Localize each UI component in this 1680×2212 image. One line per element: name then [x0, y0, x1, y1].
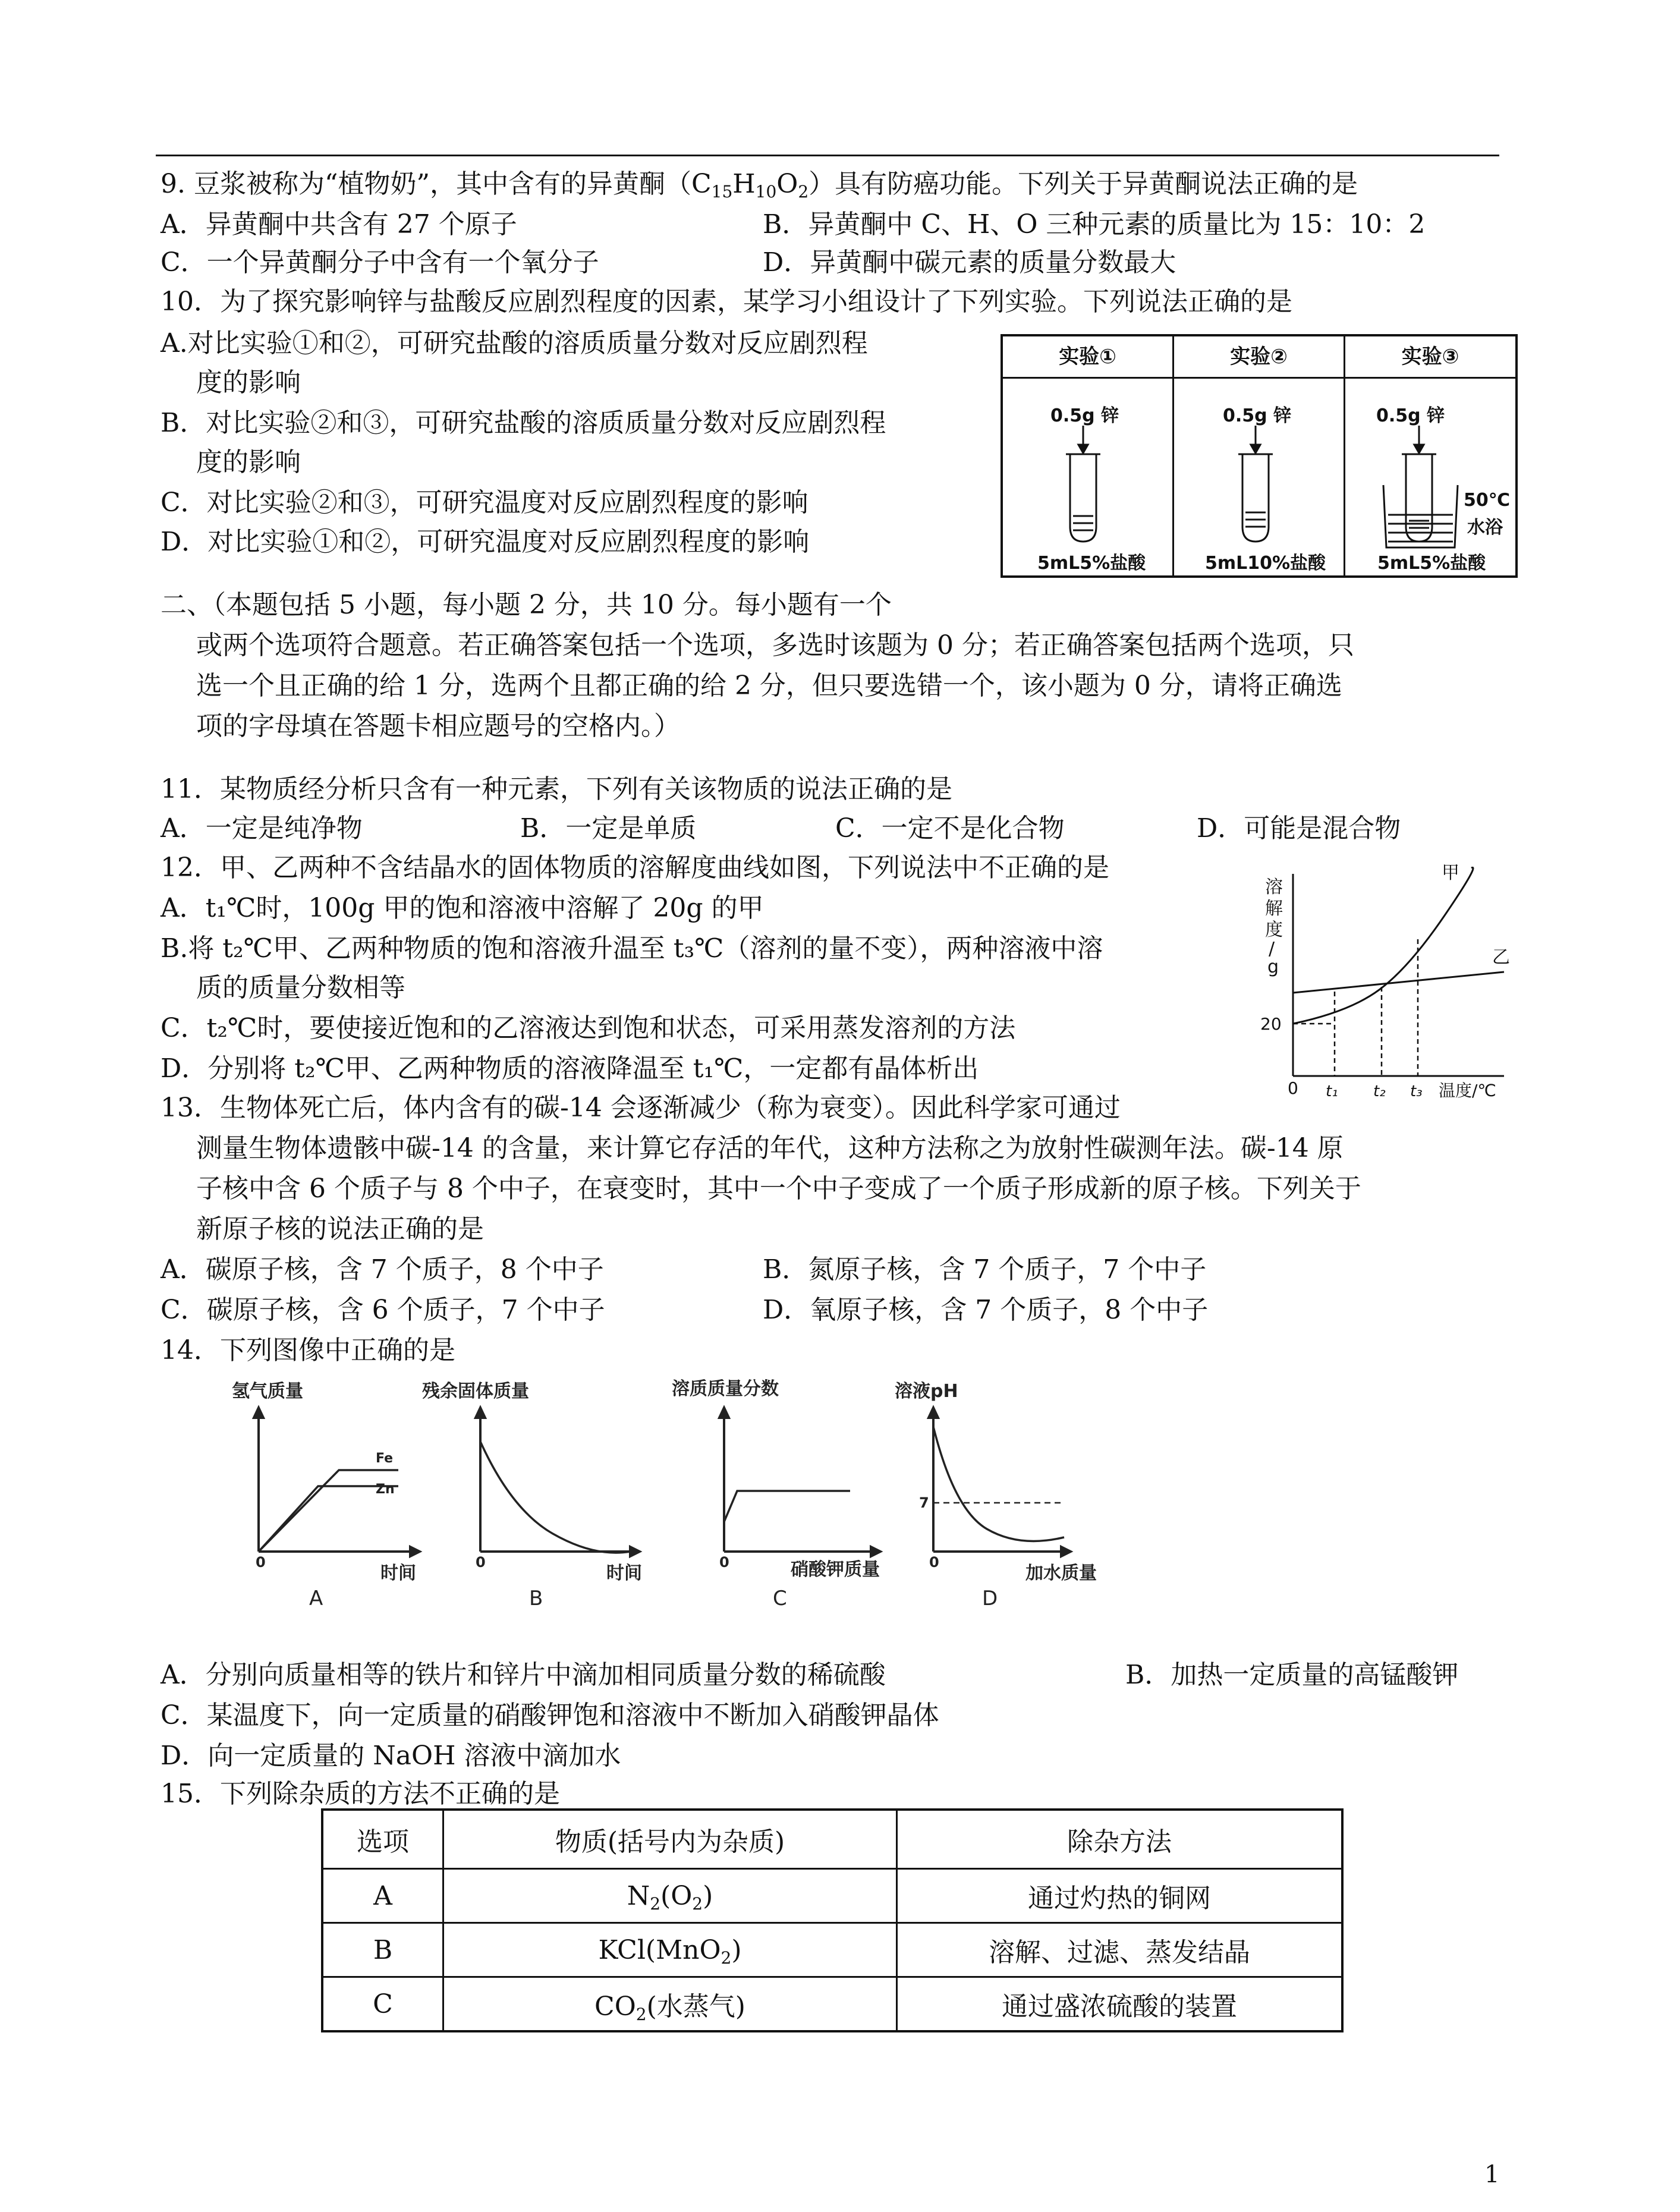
y-tick-20: 20 [1260, 1014, 1282, 1034]
graph-c-xlabel: 硝酸钾质量 [791, 1559, 880, 1580]
solubility-curve-graph [1260, 856, 1510, 1118]
graph-d-xlabel: 加水质量 [1025, 1563, 1097, 1584]
q15-row-c-method: 通过盛浓硫酸的装置 [897, 1977, 1343, 2032]
t3-label: t₃ [1410, 1083, 1423, 1100]
q10-option-b-cont: 度的影响 [196, 447, 301, 477]
q15-row-a-option: A [322, 1869, 443, 1923]
graph-b-origin: 0 [476, 1554, 486, 1571]
q13-stem-4: 新原子核的说法正确的是 [196, 1214, 484, 1244]
q9-stem: 9. 豆浆被称为“植物奶”，其中含有的异黄酮$(C_{15}H_{10}O_2)$具有防癌功能。下列关于异黄酮说法正确的是 [161, 169, 1358, 202]
acid-label-3: 5mL5%盐酸 [1377, 553, 1486, 574]
q14-option-d: D．向一定质量的 NaOH 溶液中滴加水 [161, 1741, 621, 1771]
q12-option-b: B.将 t₂℃甲、乙两种物质的饱和溶液升温至 t₃℃（溶剂的量不变），两种溶液中溶 [161, 933, 1103, 964]
q15-header-substance: 物质(括号内为杂质) [443, 1810, 897, 1869]
q12-option-c: C．t₂℃时，要使接近饱和的乙溶液达到饱和状态，可采用蒸发溶剂的方法 [161, 1013, 1016, 1043]
q13-option-c: C．碳原子核，含 6 个质子，7 个中子 [161, 1295, 605, 1325]
q14-option-a: A．分别向质量相等的铁片和锌片中滴加相同质量分数的稀硫酸 [161, 1660, 886, 1690]
graph-b-xlabel: 时间 [606, 1563, 642, 1584]
graph-a-xlabel: 时间 [380, 1563, 416, 1584]
acid-label-1: 5mL5%盐酸 [1037, 553, 1146, 574]
graph-c-letter: C [773, 1587, 787, 1610]
q11-stem: 11．某物质经分析只含有一种元素，下列有关该物质的说法正确的是 [161, 774, 952, 804]
graph-c-line [724, 1491, 850, 1522]
graph-a-origin: 0 [256, 1554, 266, 1571]
q13-option-b: B．氮原子核，含 7 个质子，7 个中子 [763, 1254, 1207, 1285]
graph-c-origin: 0 [719, 1554, 729, 1571]
q15-row-c-option: C [322, 1977, 443, 2032]
zinc-label-3: 0.5g 锌 [1376, 405, 1445, 426]
q13-option-d: D．氧原子核，含 7 个质子，8 个中子 [763, 1295, 1209, 1325]
q15-stem: 15．下列除杂质的方法不正确的是 [161, 1779, 560, 1809]
t2-label: t₂ [1373, 1083, 1386, 1100]
q15-row-b-substance: KCl(MnO$_2$) [443, 1923, 897, 1977]
graph-d-tick-7: 7 [919, 1494, 929, 1511]
test-tube-3 [1402, 454, 1436, 542]
zinc-label-2: 0.5g 锌 [1223, 405, 1292, 426]
graph-b-curve [480, 1442, 630, 1553]
table-row [322, 1923, 1342, 1977]
q10-option-d: D．对比实验①和②，可研究温度对反应剧烈程度的影响 [161, 527, 810, 557]
q15-row-a-method: 通过灼热的铜网 [897, 1869, 1343, 1923]
section2-intro-3: 选一个且正确的给 1 分，选两个且都正确的给 2 分，但只要选错一个，该小题为 0 分，请将正确选 [196, 671, 1342, 701]
origin-label: 0 [1288, 1078, 1298, 1098]
q13-option-a: A．碳原子核，含 7 个质子，8 个中子 [161, 1254, 604, 1285]
curve-yi [1293, 972, 1504, 993]
q10-option-a: A.对比实验①和②，可研究盐酸的溶质质量分数对反应剧烈程 [161, 328, 868, 358]
q10-stem: 10．为了探究影响锌与盐酸反应剧烈程度的因素，某学习小组设计了下列实验。下列说法正确的是 [161, 287, 1292, 317]
curve-label-yi: 乙 [1492, 947, 1510, 968]
q12-stem: 12．甲、乙两种不含结晶水的固体物质的溶解度曲线如图，下列说法中不正确的是 [161, 852, 1109, 883]
q15-row-c-substance: $CO_2$(水蒸气) [443, 1977, 897, 2032]
q9-option-b: B．异黄酮中 C、H、O 三种元素的质量比为 15：10：2 [763, 209, 1426, 240]
section2-intro-4: 项的字母填在答题卡相应题号的空格内。） [196, 711, 680, 741]
test-tube-drawings [1003, 336, 1515, 575]
q14-graphs [220, 1373, 1171, 1611]
ylabel-char-1: 溶 [1265, 877, 1283, 898]
bath-label: 水浴 [1467, 517, 1503, 538]
q10-option-b: B．对比实验②和③，可研究盐酸的溶质质量分数对反应剧烈程 [161, 408, 886, 438]
experiment-header-3: 实验③ [1401, 345, 1459, 369]
q13-stem-3: 子核中含 6 个质子与 8 个中子，在衰变时，其中一个中子变成了一个质子形成新的原子核。下列关于 [196, 1173, 1361, 1204]
q11-option-a: A．一定是纯净物 [161, 813, 363, 844]
q12-option-b-cont: 质的质量分数相等 [196, 973, 405, 1003]
test-tube-2 [1238, 454, 1273, 542]
q10-option-a-cont: 度的影响 [196, 367, 301, 398]
test-tube-1 [1066, 454, 1100, 542]
experiment-header-2: 实验② [1230, 345, 1288, 369]
graph-a-ylabel: 氢气质量 [232, 1381, 303, 1402]
bath-temp-label: 50℃ [1464, 490, 1511, 511]
ylabel-char-3: 度 [1265, 920, 1283, 940]
q12-option-a: A．t₁℃时，100g 甲的饱和溶液中溶解了 20g 的甲 [161, 893, 764, 923]
q15-row-a-substance: $N_2(O_2)$ [443, 1869, 897, 1923]
table-row [322, 1869, 1342, 1923]
q15-header-option: 选项 [322, 1810, 443, 1869]
q15-header-method: 除杂方法 [897, 1810, 1343, 1869]
q9-option-a: A．异黄酮中共含有 27 个原子 [161, 209, 517, 240]
q13-stem-2: 测量生物体遗骸中碳-14 的含量，来计算它存活的年代，这种方法称之为放射性碳测年法。碳-14 原 [196, 1133, 1344, 1163]
curve-label-jia: 甲 [1442, 863, 1459, 883]
page-number: 1 [1484, 2161, 1500, 2188]
graph-d-letter: D [982, 1587, 998, 1610]
q11-option-b: B．一定是单质 [520, 813, 697, 844]
ylabel-char-2: 解 [1265, 898, 1283, 919]
graph-d-curve [933, 1427, 1064, 1541]
q15-row-b-option: B [322, 1923, 443, 1977]
curve-jia [1293, 867, 1473, 1024]
graph-c-ylabel: 溶质质量分数 [672, 1379, 779, 1399]
q9-option-d: D．异黄酮中碳元素的质量分数最大 [763, 247, 1176, 278]
xlabel: 温度/℃ [1439, 1081, 1496, 1100]
graph-b-letter: B [529, 1587, 543, 1610]
q11-option-c: C．一定不是化合物 [835, 813, 1065, 844]
graph-b-ylabel: 残余固体质量 [422, 1381, 529, 1402]
experiment-header-1: 实验① [1059, 345, 1116, 369]
ylabel-char-4: / [1269, 939, 1275, 959]
header-rule [156, 155, 1499, 156]
graph-d-origin: 0 [929, 1554, 939, 1571]
q15-table [321, 1808, 1344, 2032]
q14-option-b: B．加热一定质量的高锰酸钾 [1125, 1660, 1459, 1690]
q14-option-c: C．某温度下，向一定质量的硝酸钾饱和溶液中不断加入硝酸钾晶体 [161, 1700, 939, 1730]
q11-option-d: D．可能是混合物 [1197, 813, 1401, 844]
q9-option-c: C．一个异黄酮分子中含有一个氧分子 [161, 247, 599, 278]
graph-a-letter: A [309, 1587, 323, 1610]
acid-label-2: 5mL10%盐酸 [1205, 553, 1326, 574]
q13-stem: 13．生物体死亡后，体内含有的碳-14 会逐渐减少（称为衰变）。因此科学家可通过 [161, 1093, 1121, 1123]
q12-option-d: D．分别将 t₂℃甲、乙两种物质的溶液降温至 t₁℃，一定都有晶体析出 [161, 1053, 979, 1084]
section2-intro: 二、（本题包括 5 小题，每小题 2 分，共 10 分。每小题有一个 [161, 590, 892, 620]
experiment-table [1001, 334, 1518, 578]
water-bath-beaker [1383, 485, 1458, 548]
t1-label: t₁ [1326, 1083, 1338, 1100]
section2-intro-2: 或两个选项符合题意。若正确答案包括一个选项，多选时该题为 0 分；若正确答案包括两个选项，只 [196, 630, 1354, 660]
graph-a-zn-label: Zn [376, 1482, 395, 1497]
ylabel-char-5: g [1267, 956, 1279, 977]
q10-option-c: C．对比实验②和③，可研究温度对反应剧烈程度的影响 [161, 487, 808, 518]
zinc-label-1: 0.5g 锌 [1050, 405, 1119, 426]
q14-stem: 14．下列图像中正确的是 [161, 1335, 455, 1365]
table-row [322, 1977, 1342, 2032]
q15-row-b-method: 溶解、过滤、蒸发结晶 [897, 1923, 1343, 1977]
graph-a-fe-label: Fe [376, 1451, 394, 1466]
graph-d-ylabel: 溶液pH [895, 1381, 958, 1402]
